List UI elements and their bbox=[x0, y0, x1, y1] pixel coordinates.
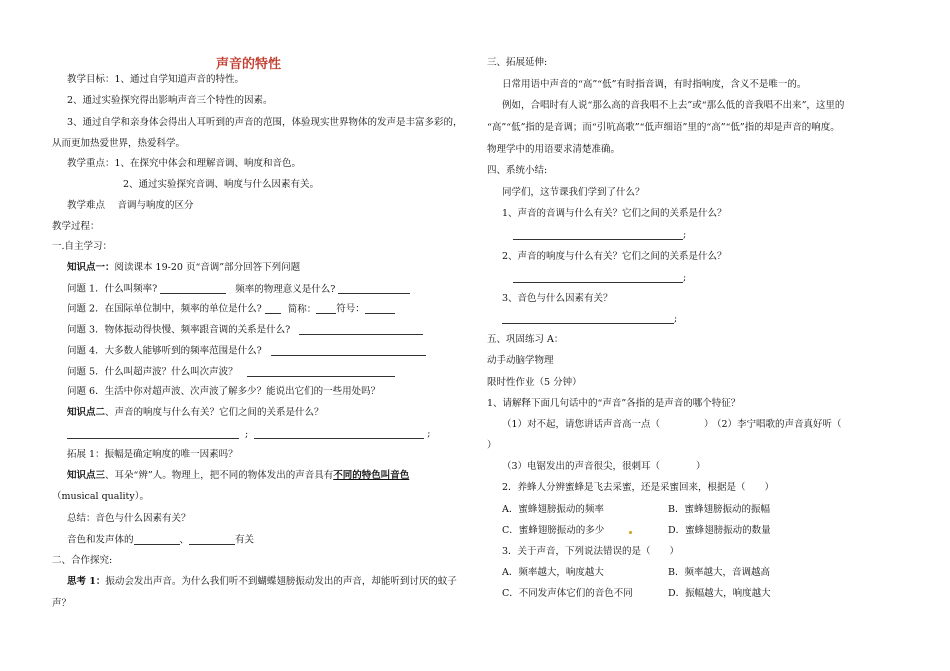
question-4-text: 问题 4．大多数人能够听到的频率范围是什么? bbox=[67, 345, 262, 357]
knowledge-3-english: （musical quality）。 bbox=[52, 491, 149, 502]
think-1-text: 振动会发出声音。为什么我们听不到蝴蝶翅膀振动发出的声音，却能听到讨厌的蚊子 bbox=[105, 576, 457, 587]
summary-2-c: 有关 bbox=[235, 534, 255, 546]
knowledge-1-text: 阅读课本 19-20 页“音调”部分回答下列问题 bbox=[114, 262, 301, 273]
summary-1: 总结：音色与什么因素有关？ bbox=[67, 513, 191, 524]
answer-blank[interactable] bbox=[271, 346, 426, 356]
knowledge-3-label: 知识点三 bbox=[67, 470, 106, 481]
answer-blank[interactable] bbox=[513, 273, 683, 283]
summary-question-3: 3、音色与什么因素有关？ bbox=[502, 293, 613, 304]
exercise-1-b: （2）李宁唱歌的声音真好听（ bbox=[712, 419, 842, 430]
exercise-2-option-d: D．蜜蜂翅膀振动的数量 bbox=[668, 525, 771, 536]
summary-question-1: 1、声音的音调与什么有关？它们之间的关系是什么？ bbox=[502, 208, 727, 219]
mark-dot bbox=[629, 531, 632, 534]
exercise-1: 1、请解释下面几句话中的“声音”各指的是声音的哪个特征？ bbox=[487, 398, 741, 409]
objective-3b: 从而更加热爱世界，热爱科学。 bbox=[52, 138, 186, 149]
knowledge-2-text: 、声音的响度与什么有关？它们之间的关系是什么？ bbox=[105, 407, 324, 418]
difficulty: 教学难点 音调与响度的区分 bbox=[67, 200, 194, 211]
exercise-1-a-close: ） bbox=[704, 419, 714, 430]
exercise-1-a bbox=[502, 420, 714, 430]
knowledge-2-answer-lines: ; ; bbox=[67, 429, 431, 439]
answer-blank[interactable] bbox=[502, 314, 674, 324]
extension-paragraph-2a: 例如，合唱时有人说“那么高的音我唱不上去”或“那么低的音我唱不出来”，这里的 bbox=[502, 100, 845, 111]
answer-blank[interactable] bbox=[189, 535, 235, 545]
knowledge-3-tail: 不同的特色叫音色 bbox=[333, 470, 410, 481]
section-2-heading: 二、合作探究: bbox=[52, 555, 113, 566]
exercise-subtitle-1: 动手动脑学物理 bbox=[487, 355, 554, 366]
answer-blank[interactable] bbox=[67, 429, 239, 439]
question-2-b: 简称： bbox=[287, 303, 317, 315]
think-1 bbox=[67, 577, 457, 587]
answer-blank[interactable] bbox=[254, 429, 424, 439]
objective-2: 2、通过实验探究得出影响声音三个特性的因素。 bbox=[67, 95, 273, 106]
question-4 bbox=[67, 346, 426, 356]
exercise-1-c bbox=[502, 462, 706, 472]
knowledge-2-label: 知识点二 bbox=[67, 407, 106, 418]
summary-2 bbox=[67, 535, 254, 545]
summary-question-0: 同学们，这节课我们学到了什么？ bbox=[502, 187, 645, 198]
exercise-2-option-b: B．蜜蜂翅膀振动的振幅 bbox=[668, 504, 770, 515]
knowledge-1 bbox=[67, 263, 300, 273]
knowledge-1-label: 知识点一： bbox=[67, 262, 115, 273]
page-title: 声音的特性 bbox=[216, 57, 282, 72]
extension-paragraph-2b: “高”“低”指的是音调；而“引吭高歌”“低声细语”里的“高”“低”指的却是声音的响度。 bbox=[487, 122, 840, 133]
answer-blank[interactable] bbox=[247, 367, 395, 377]
think-1-tail: 声？ bbox=[52, 598, 72, 609]
exercise-1-c-close: ） bbox=[696, 461, 706, 472]
summary-2-b: 、 bbox=[179, 534, 190, 546]
key-point-1: 教学重点：1、在探究中体会和理解音调、响度和音色。 bbox=[67, 158, 302, 169]
answer-blank[interactable] bbox=[513, 230, 683, 240]
think-1-label: 思考 1： bbox=[67, 576, 106, 587]
question-6: 问题 6．生活中你对超声波、次声波了解多少？能说出它们的一些用处吗？ bbox=[67, 386, 381, 397]
exercise-2-option-a: A．蜜蜂翅膀振动的频率 bbox=[502, 504, 604, 515]
question-2 bbox=[67, 304, 395, 314]
question-1-a: 问题 1．什么叫频率? bbox=[67, 283, 158, 295]
key-point-2: 2、通过实验探究音调、响度与什么因素有关。 bbox=[123, 179, 320, 190]
question-5 bbox=[67, 367, 395, 377]
exercise-3-option-a: A．频率越大，响度越大 bbox=[502, 567, 604, 578]
exercise-3-option-b: B．频率越大，音调越高 bbox=[668, 567, 770, 578]
exercise-1-c-text: （3）电锯发出的声音很尖，很刺耳（ bbox=[502, 461, 661, 472]
question-3 bbox=[67, 325, 423, 335]
extension-paragraph-1: 日常用语中声音的“高”“低”有时指音调，有时指响度，含义不是唯一的。 bbox=[502, 79, 807, 90]
exercise-2: 2．养蜂人分辨蜜蜂是飞去采蜜，还是采蜜回来，根据是（ ） bbox=[502, 482, 775, 493]
objective-3a: 3、通过自学和亲身体会得出人耳听到的声音的范围，体验现实世界物体的发声是丰富多彩的， bbox=[67, 117, 463, 128]
exercise-1-b-close: ） bbox=[487, 440, 497, 451]
knowledge-2 bbox=[67, 408, 324, 418]
question-2-c: 符号： bbox=[336, 303, 365, 315]
answer-blank[interactable] bbox=[338, 284, 410, 294]
section-3-heading: 三、拓展延伸: bbox=[487, 57, 548, 68]
exercise-1-a-text: （1）对不起，请您讲话声音高一点（ bbox=[502, 419, 661, 430]
knowledge-3 bbox=[67, 471, 409, 481]
section-4-heading: 四、系统小结: bbox=[487, 165, 548, 176]
question-5-text: 问题 5．什么叫超声波？什么叫次声波？ bbox=[67, 366, 238, 378]
extension-paragraph-3: 物理学中的用语要求清楚准确。 bbox=[487, 144, 621, 155]
extension-1: 拓展 1：振幅是确定响度的唯一因素吗？ bbox=[67, 449, 238, 460]
summary-question-2: 2、声音的响度与什么有关？它们之间的关系是什么？ bbox=[502, 251, 727, 262]
summary-2-a: 音色和发声体的 bbox=[67, 534, 134, 546]
section-5-heading: 五、巩固练习 A： bbox=[487, 334, 564, 345]
question-1-b: 频率的物理意义是什么? bbox=[235, 283, 336, 295]
question-3-text: 问题 3．物体振动得快慢、频率跟音调的关系是什么? bbox=[67, 324, 291, 336]
question-1 bbox=[67, 284, 410, 294]
process-heading: 教学过程： bbox=[52, 221, 100, 232]
answer-blank[interactable] bbox=[299, 325, 423, 335]
knowledge-3-text: 、耳朵“辨”人。物理上，把不同的物体发出的声音具有 bbox=[105, 470, 334, 481]
objective-1: 教学目标：1、通过自学知道声音的特性。 bbox=[67, 74, 245, 85]
question-2-a: 问题 2．在国际单位制中，频率的单位是什么? bbox=[67, 303, 262, 315]
answer-blank[interactable] bbox=[134, 535, 180, 545]
exercise-3: 3．关于声音，下列说法错误的是（ ） bbox=[502, 546, 680, 557]
summary-answer-3: ; bbox=[502, 314, 677, 324]
summary-answer-2: ; bbox=[513, 273, 686, 283]
exercise-3-option-d: D．振幅越大，响度越大 bbox=[668, 588, 771, 599]
summary-answer-1: ; bbox=[513, 230, 686, 240]
answer-blank[interactable] bbox=[160, 284, 226, 294]
section-1-heading: 一.自主学习： bbox=[52, 241, 113, 252]
exercise-subtitle-2: 限时性作业（5 分钟） bbox=[487, 377, 582, 388]
exercise-3-option-c: C．不同发声体它们的音色不同 bbox=[502, 588, 633, 599]
exercise-2-option-c: C．蜜蜂翅膀振动的多少 bbox=[502, 525, 605, 536]
answer-blank[interactable] bbox=[265, 304, 281, 314]
answer-blank[interactable] bbox=[365, 304, 395, 314]
answer-blank[interactable] bbox=[316, 304, 336, 314]
